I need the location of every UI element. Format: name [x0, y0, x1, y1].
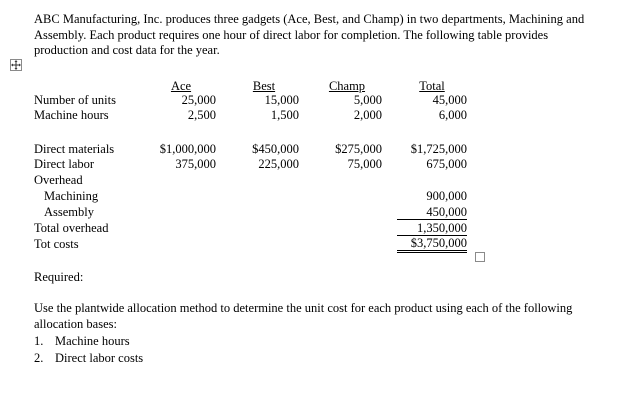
total-costs-total: $3,750,000 [397, 236, 467, 253]
direct-materials-total: $1,725,000 [410, 142, 467, 156]
list-item-number: 2. [34, 351, 44, 365]
direct-labor-total: 675,000 [426, 157, 467, 171]
list-item-number: 1. [34, 334, 44, 348]
direct-labor-champ: 75,000 [347, 157, 382, 171]
header-total: Total [419, 79, 445, 93]
table-resize-handle-icon[interactable] [475, 252, 485, 262]
header-best: Best [252, 79, 276, 93]
units-best: 15,000 [264, 93, 299, 107]
direct-materials-champ: $275,000 [335, 142, 382, 156]
list-item: Machine hours [55, 334, 130, 348]
table-move-handle-icon[interactable] [10, 59, 22, 71]
row-label-assembly: Assembly [44, 205, 94, 219]
units-ace: 25,000 [181, 93, 216, 107]
direct-labor-best: 225,000 [258, 157, 299, 171]
direct-materials-best: $450,000 [252, 142, 299, 156]
machine-hours-best: 1,500 [270, 108, 299, 122]
intro-paragraph: ABC Manufacturing, Inc. produces three gadgets (Ace, Best, and Champ) in two departments, Machining and Assembly. Each product requires one hour of direct labor for completion. The following table provides production and cost data for the year. [34, 12, 585, 57]
machine-hours-total: 6,000 [438, 108, 467, 122]
units-total: 45,000 [432, 93, 467, 107]
assembly-total: 450,000 [397, 205, 467, 220]
machining-total: 900,000 [426, 189, 467, 203]
header-champ: Champ [328, 79, 366, 93]
list-item: Direct labor costs [55, 351, 144, 365]
machine-hours-ace: 2,500 [187, 108, 216, 122]
row-label-units: Number of units [34, 93, 116, 107]
row-label-direct-labor: Direct labor [34, 157, 95, 171]
row-label-direct-materials: Direct materials [34, 142, 115, 156]
direct-labor-ace: 375,000 [175, 157, 216, 171]
instruction-paragraph: Use the plantwide allocation method to determine the unit cost for each product using each of the following allocation bases: [34, 301, 573, 331]
row-label-machine-hours: Machine hours [34, 108, 109, 122]
row-label-total-overhead: Total overhead [34, 221, 109, 235]
row-label-machining: Machining [44, 189, 99, 203]
header-ace: Ace [170, 79, 192, 93]
direct-materials-ace: $1,000,000 [159, 142, 216, 156]
units-champ: 5,000 [353, 93, 382, 107]
machine-hours-champ: 2,000 [353, 108, 382, 122]
total-overhead-total: 1,350,000 [397, 221, 467, 236]
row-label-total-costs: Tot costs [34, 237, 79, 251]
required-label: Required: [34, 270, 84, 284]
row-label-overhead: Overhead [34, 173, 83, 187]
